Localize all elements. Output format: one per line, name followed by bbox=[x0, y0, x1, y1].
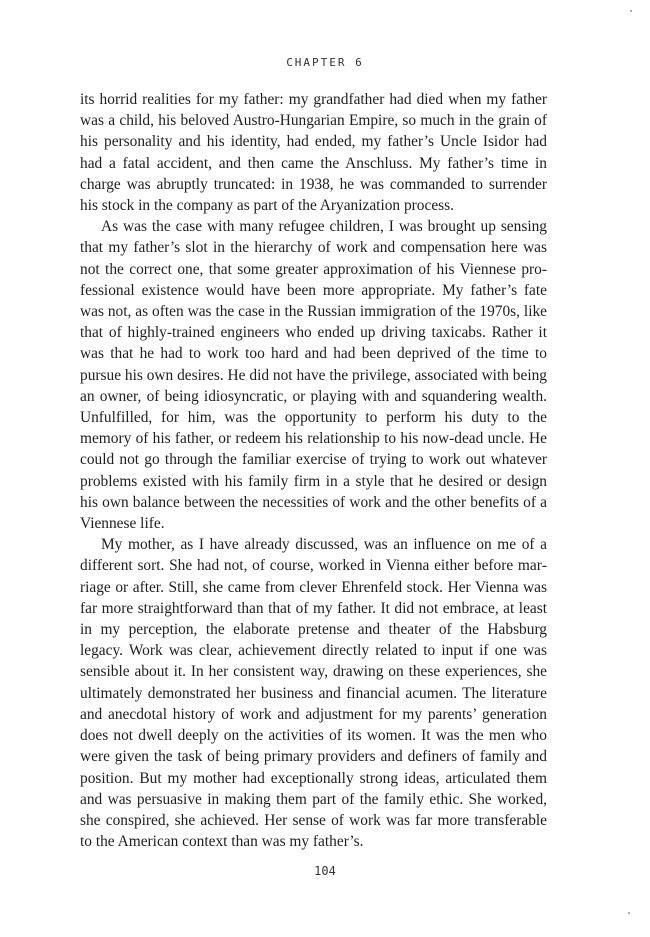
body-text bbox=[80, 89, 547, 852]
paragraph-father: As was the case with many refugee children, I was brought up sensing that my father’s slot in the hierarchy of work and compensation here was not the correct one, that some greater approximation of his Viennese professional existence would have been more appropriate. My father’s fate was not, as often was the case in the Russian immigration of the 1970s, like that of highly-trained engineers who ended up driving taxicabs. Rather it was that he had to work too hard and had been deprived of the time to pursue his own desires. He did not have the privilege, associated with being an owner, of being idiosyncratic, or playing with and squandering wealth. Unfulfilled, for him, was the opportunity to perform his duty to the memory of his father, or redeem his relationship to his now-dead uncle. He could not go through the familiar exercise of trying to work out whatever problems existed with his family firm in a style that he desired or design his own balance between the necessities of work and the other benefits of a Viennese life. bbox=[80, 218, 547, 533]
scan-speck bbox=[628, 912, 630, 914]
running-head: CHAPTER 6 bbox=[286, 56, 364, 69]
paragraph-continued: its horrid realities for my father: my grandfather had died when my father was a child, his beloved Austro-Hungarian Empire, so much in the grain of his personality and his identity, had ended, my father’s Uncle Isidor had had a fatal accident, and then came the Anschluss. My father’s time in charge was abruptly truncated: in 1938, he was commanded to surrender his stock in the company as part of the Aryanization process. bbox=[80, 91, 547, 215]
scan-speck bbox=[630, 10, 632, 12]
page-number: 104 bbox=[314, 864, 336, 878]
paragraph-mother: My mother, as I have already discussed, was an influence on me of a different sort. She had not, of course, worked in Vienna either before marriage or after. Still, she came from clever Ehrenfeld stock. Her Vienna was far more straightforward than that of my father. It did not embrace, at least in my perception, the elaborate pretense and theater of the Habsburg legacy. Work was clear, achievement directly related to input if one was sensible about it. In her consistent way, drawing on these experiences, she ultimately demonstrated her business and financial acumen. The literature and anecdotal history of work and adjustment for my parents’ generation does not dwell deeply on the activities of its women. It was the men who were given the task of being primary providers and definers of family and position. But my mother had exceptionally strong ideas, articulated them and was persuasive in making them part of the family ethic. She worked, she conspired, she achieved. Her sense of work was far more transferable to the American context than was my father’s. bbox=[80, 536, 547, 851]
